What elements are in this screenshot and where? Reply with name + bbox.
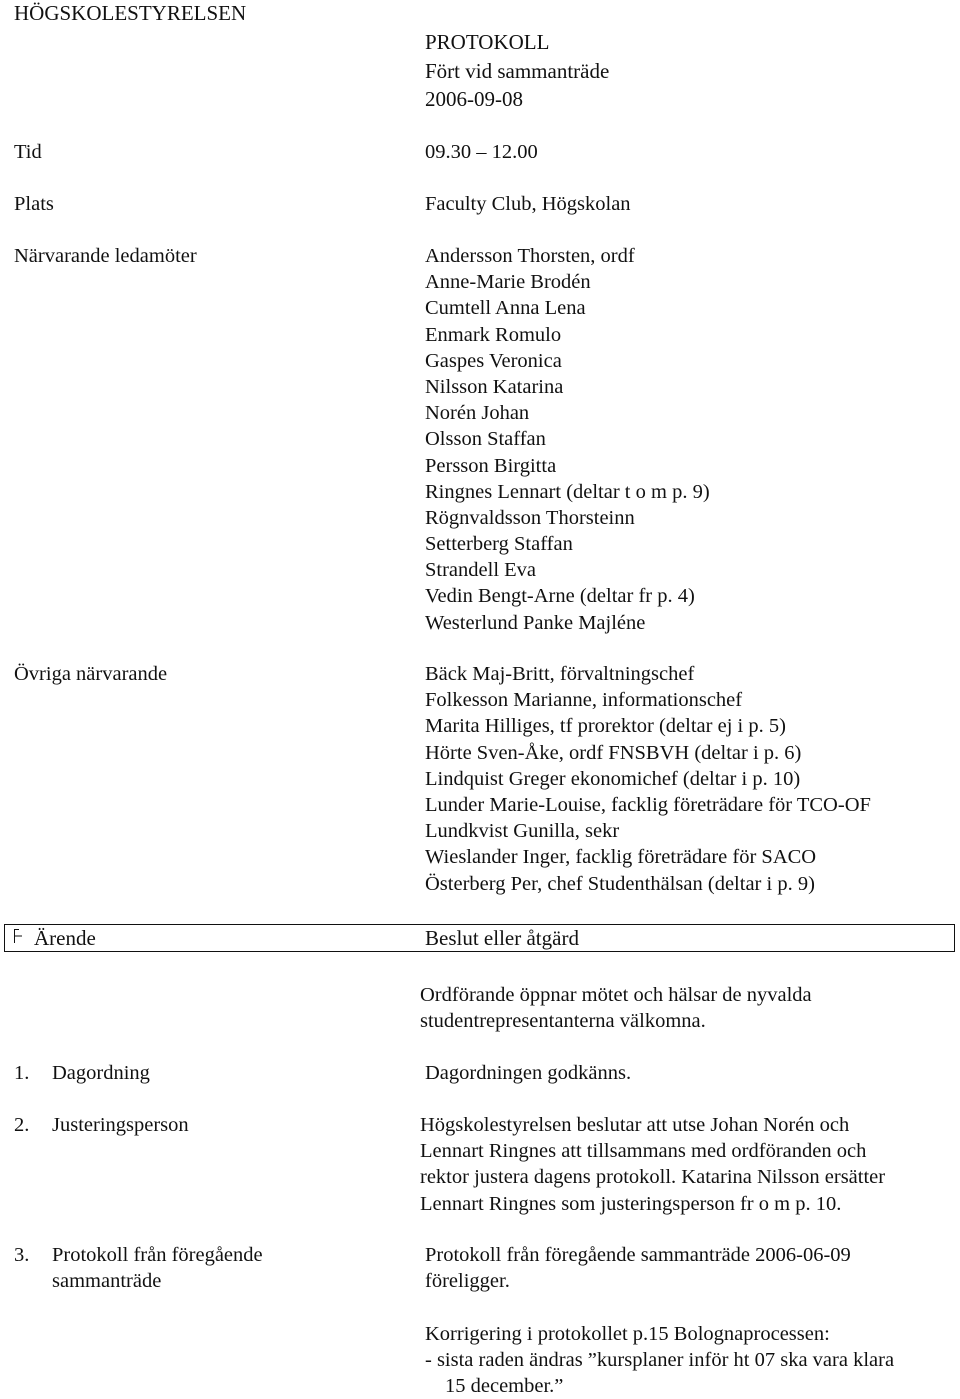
others-list	[425, 661, 871, 897]
others-label: Övriga närvarande	[14, 663, 168, 685]
item-number: 1.	[14, 1062, 30, 1084]
list-item: Norén Johan	[425, 402, 530, 425]
list-item: Lunder Marie-Louise, facklig företrädare för TCO-OF	[425, 793, 871, 816]
list-item: Persson Birgitta	[425, 454, 557, 477]
list-item: Rögnvaldsson Thorsteinn	[425, 506, 635, 529]
document-subtitle: Fört vid sammanträde	[425, 58, 610, 83]
agenda-table-header	[4, 924, 955, 952]
paragraph-line: Protokoll från föregående	[52, 1244, 263, 1266]
paragraph-line: sammanträde	[52, 1270, 162, 1293]
list-item: Marita Hilliges, tf prorektor (deltar ej i p. 5)	[425, 715, 786, 738]
item-number: 2.	[14, 1114, 30, 1136]
correction-heading: Korrigering i protokollet p.15 Bolognaprocessen:	[425, 1323, 830, 1345]
place-label: Plats	[14, 193, 54, 215]
paragraph-line: rektor justera dagens protokoll. Katarina Nilsson ersätter	[420, 1166, 886, 1189]
item-number: 3.	[14, 1244, 30, 1266]
list-item: Gaspes Veronica	[425, 349, 562, 372]
opening-note	[420, 982, 812, 1034]
members-list	[425, 243, 710, 636]
meeting-date: 2006-09-08	[425, 87, 523, 111]
organization-name: HÖGSKOLESTYRELSEN	[14, 1, 247, 25]
bookmark-icon	[14, 929, 23, 943]
members-label: Närvarande ledamöter	[14, 245, 197, 267]
paragraph-line: Högskolestyrelsen beslutar att utse Johan Norén och	[420, 1114, 850, 1136]
paragraph-line: föreligger.	[425, 1270, 510, 1293]
list-item: Vedin Bengt-Arne (deltar fr p. 4)	[425, 585, 695, 608]
list-item: Lindquist Greger ekonomichef (deltar i p. 10)	[425, 767, 801, 790]
list-item: Strandell Eva	[425, 559, 537, 582]
time-value: 09.30 – 12.00	[425, 141, 538, 163]
column-header-item: Ärende	[34, 926, 96, 950]
list-item: Cumtell Anna Lena	[425, 297, 586, 320]
column-header-decision: Beslut eller åtgärd	[425, 926, 579, 950]
list-item: Folkesson Marianne, informationschef	[425, 689, 743, 712]
item-decision	[420, 1112, 885, 1217]
paragraph-line: Ordförande öppnar mötet och hälsar de nyvalda	[420, 984, 812, 1006]
paragraph-line: Lennart Ringnes att tillsammans med ordföranden och	[420, 1140, 867, 1163]
correction-line: - sista raden ändras ”kursplaner inför ht 07 ska vara klara	[425, 1349, 895, 1371]
list-item: Nilsson Katarina	[425, 375, 564, 398]
time-label: Tid	[14, 141, 42, 163]
list-item: Anne-Marie Brodén	[425, 271, 591, 294]
document-type: PROTOKOLL	[425, 30, 550, 54]
list-item: Hörte Sven-Åke, ordf FNSBVH (deltar i p. 6)	[425, 741, 802, 764]
list-item: Olsson Staffan	[425, 428, 546, 451]
item-decision: Dagordningen godkänns.	[425, 1062, 632, 1084]
paragraph-line: studentrepresentanterna välkomna.	[420, 1010, 706, 1033]
item-title: Dagordning	[52, 1062, 150, 1084]
paragraph-line: Lennart Ringnes som justeringsperson fr o m p. 10.	[420, 1192, 842, 1215]
item-decision	[425, 1242, 851, 1294]
correction-line: 15 december.”	[445, 1375, 564, 1397]
list-item: Ringnes Lennart (deltar t o m p. 9)	[425, 480, 710, 503]
list-item: Andersson Thorsten, ordf	[425, 245, 635, 267]
list-item: Enmark Romulo	[425, 323, 562, 346]
paragraph-line: Protokoll från föregående sammanträde 2006-06-09	[425, 1244, 851, 1266]
list-item: Lundkvist Gunilla, sekr	[425, 820, 620, 843]
item-title	[52, 1242, 263, 1294]
list-item: Setterberg Staffan	[425, 533, 573, 556]
document-header	[425, 28, 609, 114]
list-item: Wieslander Inger, facklig företrädare för SACO	[425, 846, 817, 869]
place-value: Faculty Club, Högskolan	[425, 193, 631, 215]
list-item: Österberg Per, chef Studenthälsan (deltar i p. 9)	[425, 872, 815, 895]
list-item: Bäck Maj-Britt, förvaltningschef	[425, 663, 695, 685]
item-title: Justeringsperson	[52, 1114, 189, 1136]
list-item: Westerlund Panke Majléne	[425, 611, 646, 634]
